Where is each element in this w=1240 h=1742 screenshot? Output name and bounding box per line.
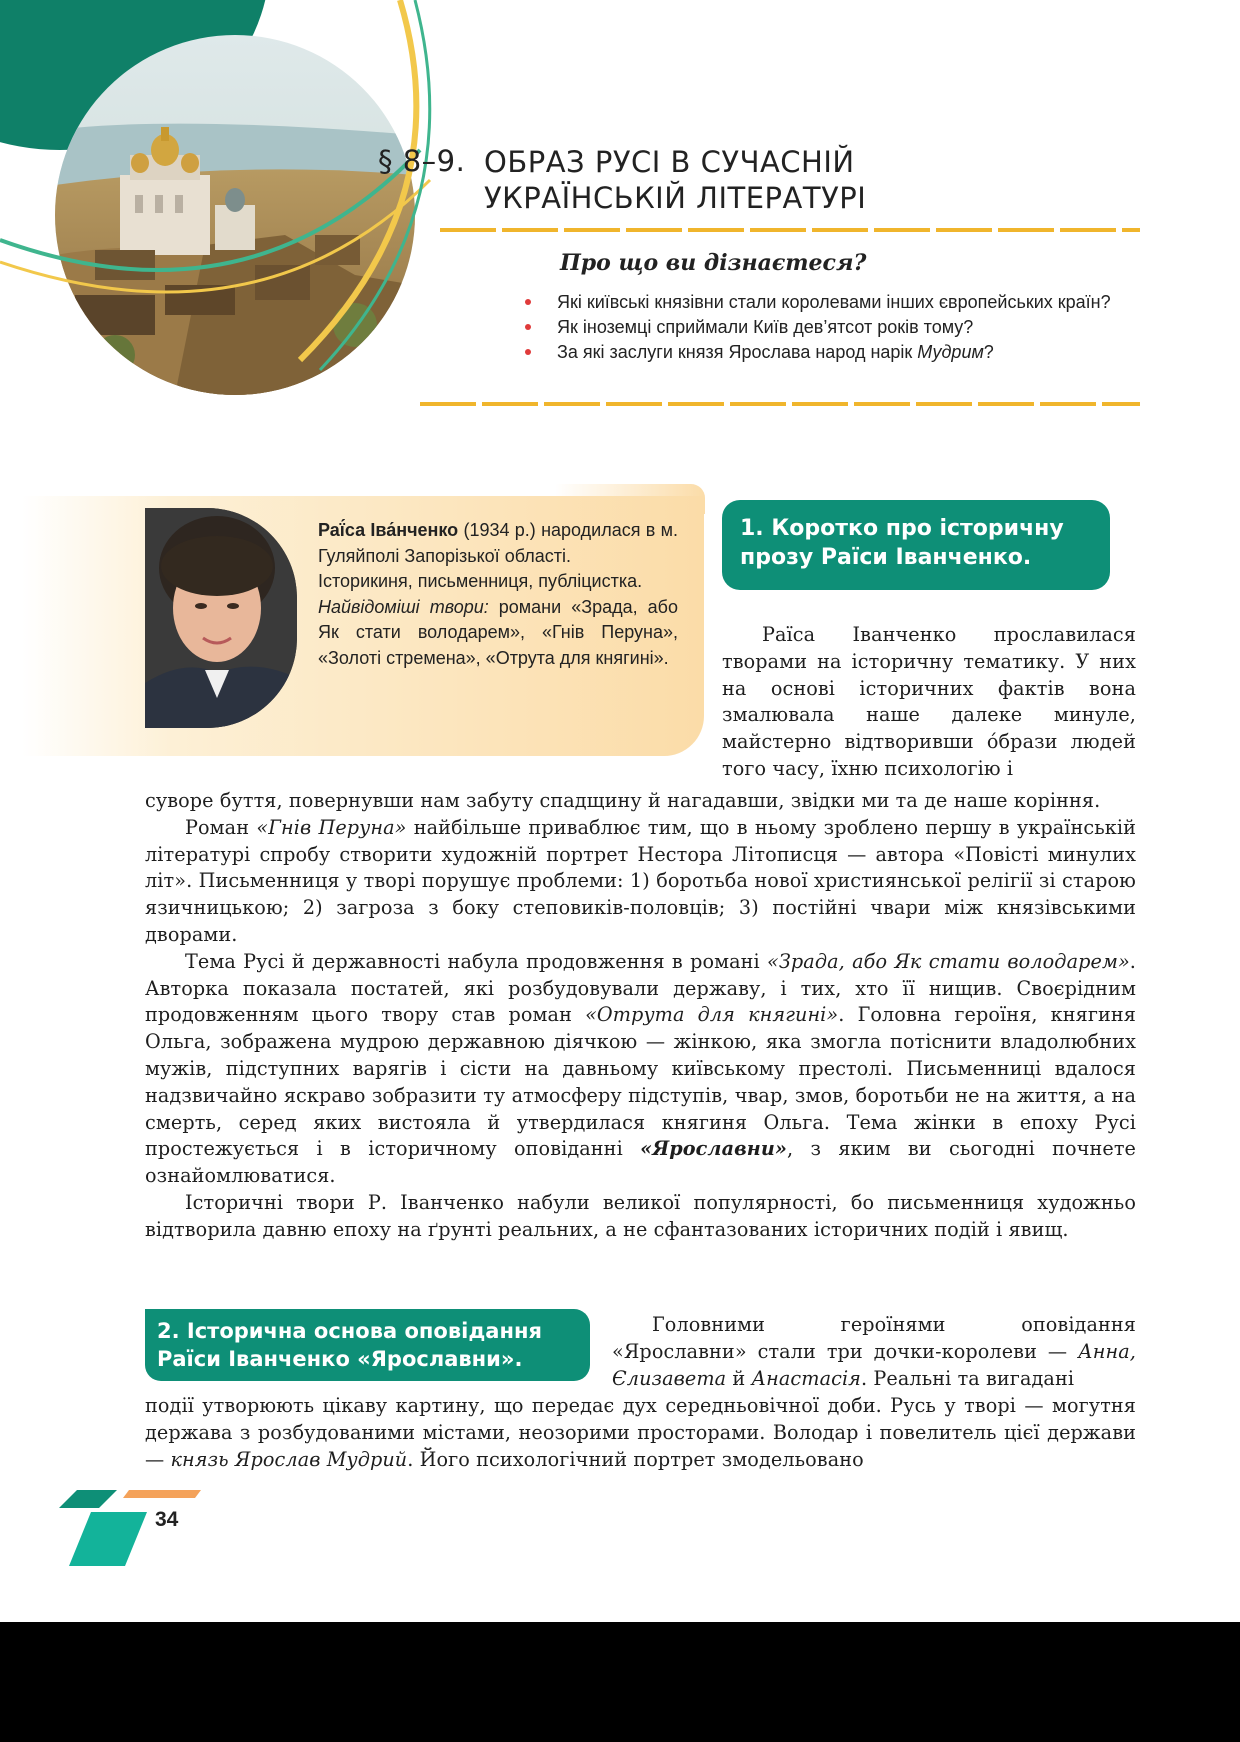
author-name: Раї́са Іва́нченко [318,520,459,540]
learn-list [525,290,1145,365]
paragraph-popularity: Історичні твори Р. Іванченко набули великої популярності, бо письменниця художньо відтворила давню епоху на ґрунті реальних, а не сфантазованих історичних подій і явищ. [145,1190,1136,1241]
bullet-icon [525,349,531,355]
bullet-icon [525,299,531,305]
paragraph-zrada: Тема Русі й державності набула продовження в романі «Зрада, або Як стати володарем». Авторка показала постатей, які розбудовували державу, і тих, хто її нищив. Своєрідним продовженням цього твору став роман «Отрута для княгині». Головна героїня, княгиня Ольга, зображена мудрою державною діячкою — жінкою, яка змогла потіснити владолюбних мужів, підступних варягів і сісти на давньому київському престолі. Письменниці вдалося надзвичайно яскраво зобразити ту атмосферу підступів, чвар, змов, боротьби не на життя, а на смерть, серед яких вистояла й утвердилася княгиня Ольга. Тема жінки в епоху Русі простежується і в історичному оповіданні «Ярославни», з яким ви сьогодні почнете ознайомлюватися. [145,949,1136,1188]
section2-heading: 2. Історична основа оповідання Раїси Іванченко «Ярославни». [145,1309,590,1381]
section1-heading: 1. Коротко про історичну прозу Раїси Іванченко. [722,500,1110,590]
page-title-line2: УКРАЇНСЬКІЙ ЛІТЕРАТУРІ [484,181,867,215]
intro-paragraph-start: Раїса Іванченко прославилася творами на історичну тематику. У них на основі історичних фактів вона змалювала наше далеке минуле, майстерно відтворивши о́брази людей того часу, їхню психологію і [722,623,1136,780]
learn-heading: Про що ви дізнаєтеся? [560,250,867,276]
section-number: § 8–9. [378,144,466,178]
list-item: Як іноземці сприймали Київ дев’ятсот років тому? [525,315,1145,340]
portrait-image [145,508,297,728]
paragraph-gniv-peruna: Роман «Гнів Перуна» найбільше приваблює тим, що в ньому зроблено першу в українській літературі спробу створити художній портрет Нестора Літописця — автора «Повісті минулих літ». Письменниця у творі порушує проблеми: 1) боротьба нової християнської релігії зі старою язичницькою; 2) загроза з боку степовиків-половців; 3) постійні чвари між князівськими дворами. [145,815,1136,946]
bio-text [318,518,678,671]
intro-paragraph-continuation: суворе буття, повернувши нам забуту спадщину й нагадавши, звідки ми та де наше коріння. [145,789,1101,812]
page-title-line1: ОБРАЗ РУСІ В СУЧАСНІЙ [484,145,855,179]
decorative-arcs [0,0,460,420]
main-text-1 [145,788,1136,1244]
footer-decoration [55,1488,215,1568]
bullet-icon [525,324,531,330]
page-title [484,144,866,216]
learn-divider [420,402,1140,406]
list-item: Які київські князівни стали королевами інших європейських країн? [525,290,1145,315]
section2-paragraph-continuation: події утворюють цікаву картину, що передає дух середньовічної доби. Русь у творі — могутня держава з розбудованими містами, неозорими просторами. Володар і повелитель цієї держави — князь Ярослав Мудрий. Його психологічний портрет змодельовано [145,1394,1136,1471]
list-item: За які заслуги князя Ярослава народ нарік Мудрим? [525,340,1145,365]
page-number: 34 [155,1508,179,1531]
title-divider [440,228,1140,232]
section2-paragraph-start: Головними героїнями оповідання «Ярославни» стали три дочки-королеви — Анна, Єлизавета й Анастасія. Реальні та вигадані [612,1313,1136,1390]
bio-works: Найвідоміші твори: романи «Зрада, або Як стати володарем», «Гнів Перуна», «Золоті стремена», «Отрута для княгині». [318,596,679,668]
bio-occupation: Історикиня, письменниця, публіцистка. [318,571,643,591]
bio-paragraph: Раї́са Іва́нченко (1934 р.) народилася в м. Гуляйполі Запорізької області. [318,520,678,566]
author-portrait [145,508,297,728]
